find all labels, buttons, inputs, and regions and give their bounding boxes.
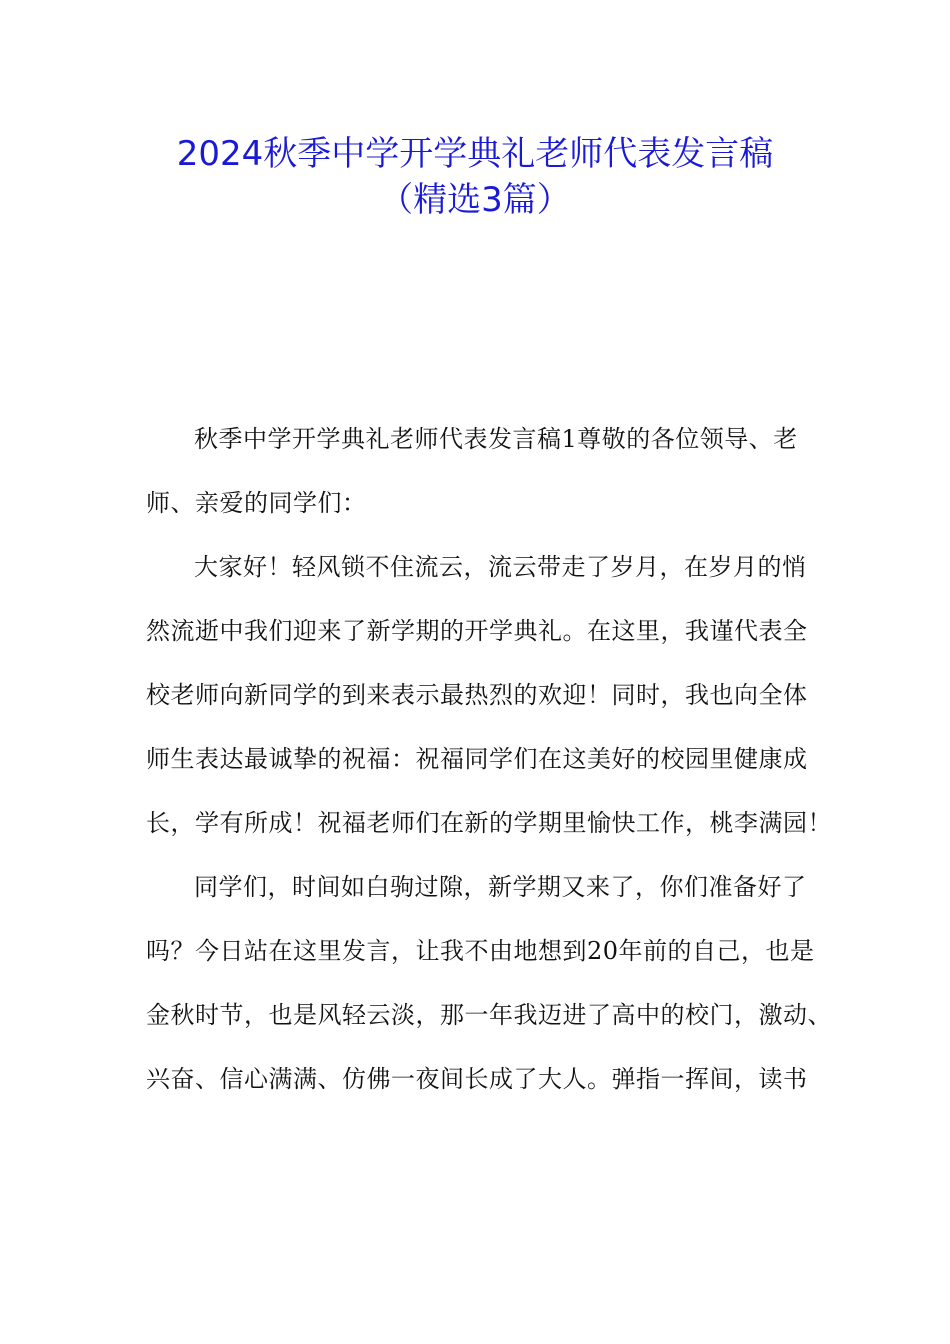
document-body bbox=[146, 415, 836, 1119]
body-line: 师生表达最诚挚的祝福：祝福同学们在这美好的校园里健康成 bbox=[146, 745, 808, 773]
body-line: 吗？今日站在这里发言，让我不由地想到20年前的自己，也是 bbox=[146, 937, 815, 965]
body-line: 秋季中学开学典礼老师代表发言稿1尊敬的各位领导、老 bbox=[194, 425, 798, 453]
body-line: 师、亲爱的同学们： bbox=[146, 489, 367, 517]
body-line: 金秋时节，也是风轻云淡，那一年我迈进了高中的校门，激动、 bbox=[146, 1001, 832, 1029]
body-line: 大家好！轻风锁不住流云，流云带走了岁月，在岁月的悄 bbox=[194, 553, 807, 581]
document-subtitle: （精选3篇） bbox=[379, 180, 571, 220]
body-line: 校老师向新同学的到来表示最热烈的欢迎！同时，我也向全体 bbox=[146, 681, 808, 709]
body-line: 长，学有所成！祝福老师们在新的学期里愉快工作，桃李满园！ bbox=[146, 809, 832, 837]
body-line: 然流逝中我们迎来了新学期的开学典礼。在这里，我谨代表全 bbox=[146, 617, 808, 645]
body-line: 兴奋、信心满满、仿佛一夜间长成了大人。弹指一挥间，读书 bbox=[146, 1065, 808, 1093]
document-title: 2024秋季中学开学典礼老师代表发言稿 bbox=[176, 134, 774, 174]
body-line: 同学们，时间如白驹过隙，新学期又来了，你们准备好了 bbox=[194, 873, 807, 901]
